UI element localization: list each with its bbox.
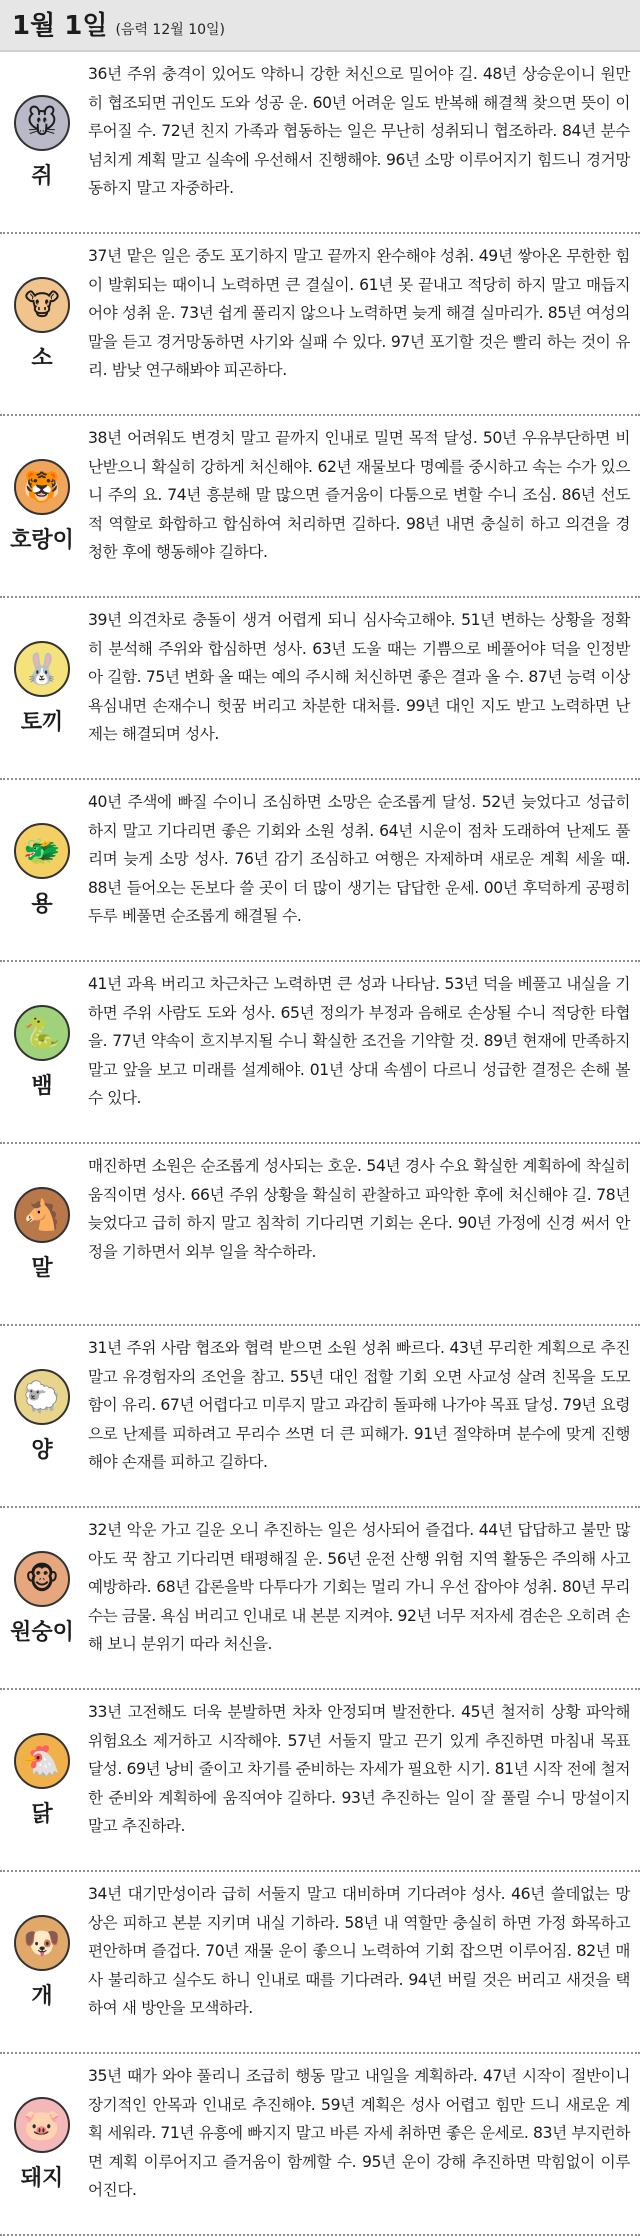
zodiac-name: 원숭이 <box>10 1620 74 1645</box>
pig-icon: 🐷 <box>14 2097 70 2153</box>
zodiac-row <box>0 52 640 234</box>
rooster-icon: 🐔 <box>14 1733 70 1789</box>
zodiac-row <box>0 1872 640 2054</box>
zodiac-animal <box>0 1508 84 1688</box>
dragon-icon: 🐲 <box>14 823 70 879</box>
fortune-text: 35년 때가 와야 풀리니 조급히 행동 말고 내일을 계획하라. 47년 시작이 절반이니 장기적인 안목과 인내로 추진해야. 59년 계획은 성사 어렵고 힘만 드니 새로운 계획 세워라. 71년 유흥에 빠지지 말고 바른 자세 취하면 좋은 운세로. 83년 부지런하면 계획 이루어지고 즐거움이 함께할 수. 95년 운이 강해 추진하면 막힘없이 이루어진다. <box>88 2067 630 2200</box>
zodiac-name: 말 <box>31 1256 53 1281</box>
fortune-text: 37년 맡은 일은 중도 포기하지 말고 끝까지 완수해야 성취. 49년 쌓아온 무한한 힘이 발휘되는 때이니 노력하면 큰 결실이. 61년 못 끝내고 적당히 하지 말고 매듭지어야 성취 운. 73년 쉽게 풀리지 않으나 노력하면 늦게 해결 실마리가. 85년 여성의 말을 듣고 경거망동하면 사기와 실패 수 있다. 97년 포기할 것은 빨리 하는 것이 유리. 밤낮 연구해봐야 피곤하다. <box>88 247 630 380</box>
zodiac-row <box>0 1508 640 1690</box>
fortune-text: 38년 어려워도 변경치 말고 끝까지 인내로 밀면 목적 달성. 50년 우유부단하면 비난받으니 확실히 강하게 처신해야. 62년 재물보다 명예를 중시하고 속는 수가 있으니 주의 요. 74년 흥분해 말 많으면 즐거움이 다툼으로 변할 수니 조심. 86년 선도적 역할로 화합하고 합심하여 처리하면 길하다. 98년 내면 충실히 하고 의견을 경청한 후에 행동해야 길하다. <box>88 429 630 562</box>
zodiac-name: 용 <box>31 892 53 917</box>
zodiac-animal <box>0 962 84 1142</box>
zodiac-animal <box>0 1872 84 2052</box>
zodiac-animal <box>0 598 84 778</box>
zodiac-name: 양 <box>31 1438 53 1463</box>
zodiac-name: 닭 <box>31 1802 53 1827</box>
ox-icon: 🐮 <box>14 277 70 333</box>
zodiac-name: 호랑이 <box>10 528 74 553</box>
zodiac-row <box>0 1326 640 1508</box>
horse-icon: 🐴 <box>14 1187 70 1243</box>
fortune-text: 32년 악운 가고 길운 오니 추진하는 일은 성사되어 즐겁다. 44년 답답하고 불만 많아도 꾹 참고 기다리면 태평해질 운. 56년 운전 산행 위험 지역 활동은 주의해 사고 예방하라. 68년 갑론을박 다투다가 기회는 멀리 가니 우선 잡아야 성취. 80년 무리수는 금물. 욕심 버리고 인내로 내 본분 지켜야. 92년 너무 저자세 겸손은 오히려 손해 보니 분위기 따라 처신을. <box>88 1521 630 1654</box>
fortune-text: 39년 의견차로 충돌이 생겨 어렵게 되니 심사숙고해야. 51년 변하는 상황을 정확히 분석해 주위와 합심하면 성사. 63년 도울 때는 기쁨으로 베풀어야 덕을 인정받아 길함. 75년 변화 올 때는 예의 주시해 처신하면 좋은 결과 올 수. 87년 능력 이상 욕심내면 손재수니 헛꿈 버리고 차분한 대처를. 99년 대인 지도 받고 노력하면 난제는 해결되며 성사. <box>88 611 630 744</box>
zodiac-row <box>0 2054 640 2236</box>
zodiac-animal <box>0 780 84 960</box>
zodiac-name: 개 <box>31 1984 53 2009</box>
zodiac-name: 소 <box>31 346 53 371</box>
zodiac-animal <box>0 1690 84 1870</box>
zodiac-row <box>0 780 640 962</box>
fortune-text: 33년 고전해도 더욱 분발하면 차차 안정되며 발전한다. 45년 철저히 상황 파악해 위험요소 제거하고 시작해야. 57년 서둘지 말고 끈기 있게 추진하면 마침내 목표 달성. 69년 낭비 줄이고 차기를 준비하는 자세가 필요한 시기. 81년 시작 전에 철저한 준비와 계획하에 움직여야 길하다. 93년 추진하는 일이 잘 풀릴 수니 망설이지 말고 추진하라. <box>88 1703 630 1836</box>
zodiac-row <box>0 416 640 598</box>
zodiac-name: 토끼 <box>20 710 64 735</box>
zodiac-row <box>0 962 640 1144</box>
zodiac-name: 쥐 <box>31 164 53 189</box>
zodiac-animal <box>0 234 84 414</box>
fortune-text: 31년 주위 사람 협조와 협력 받으면 소원 성취 빠르다. 43년 무리한 계획으로 추진 말고 유경험자의 조언을 참고. 55년 대인 접할 기회 오면 사교성 살려 친목을 도모함이 유리. 67년 어렵다고 미루지 말고 과감히 돌파해 나가야 목표 달성. 79년 요령으로 난제를 피하려고 무리수 쓰면 더 큰 피해가. 91년 절약하며 분수에 맞게 진행해야 손재를 피하고 길하다. <box>88 1339 630 1472</box>
rabbit-icon: 🐰 <box>14 641 70 697</box>
zodiac-name: 뱀 <box>31 1074 53 1099</box>
zodiac-row <box>0 1144 640 1326</box>
fortune-text: 매진하면 소원은 순조롭게 성사되는 호운. 54년 경사 수요 확실한 계획하에 착실히 움직이면 성사. 66년 주위 상황을 확실히 관찰하고 파악한 후에 처신해야 길. 78년 늦었다고 급히 하지 말고 침착히 기다리면 기회는 온다. 90년 가정에 신경 써서 안정을 기하면서 외부 일을 착수하라. <box>88 1157 630 1261</box>
zodiac-row <box>0 234 640 416</box>
zodiac-animal <box>0 1326 84 1506</box>
header <box>0 0 640 52</box>
fortune-text: 36년 주위 충격이 있어도 약하니 강한 처신으로 밀어야 길. 48년 상승운이니 원만히 협조되면 귀인도 도와 성공 운. 60년 어려운 일도 반복해 해결책 찾으면 뜻이 이루어질 수. 72년 친지 가족과 협동하는 일은 무난히 성취되니 협조하라. 84년 분수 넘치게 계획 말고 실속에 우선해서 진행해야. 96년 소망 이루어지기 힘드니 경거망동하지 말고 자중하라. <box>88 65 630 198</box>
snake-icon: 🐍 <box>14 1005 70 1061</box>
page-title: 1월 1일 <box>12 11 108 41</box>
monkey-icon: 🐵 <box>14 1551 70 1607</box>
zodiac-animal <box>0 416 84 596</box>
sheep-icon: 🐑 <box>14 1369 70 1425</box>
tiger-icon: 🐯 <box>14 459 70 515</box>
rat-icon: 🐭 <box>14 95 70 151</box>
fortune-text: 40년 주색에 빠질 수이니 조심하면 소망은 순조롭게 달성. 52년 늦었다고 성급히 하지 말고 기다리면 좋은 기회와 소원 성취. 64년 시운이 점차 도래하여 난제도 풀리며 늦게 소망 성사. 76년 감기 조심하고 여행은 자제하며 새로운 계획 세울 때. 88년 들어오는 돈보다 쓸 곳이 더 많이 생기는 답답한 운세. 00년 후덕하게 공평히 두루 베풀면 순조롭게 해결될 수. <box>88 793 630 926</box>
zodiac-row <box>0 1690 640 1872</box>
zodiac-row <box>0 598 640 780</box>
zodiac-animal <box>0 52 84 232</box>
fortune-text: 41년 과욕 버리고 차근차근 노력하면 큰 성과 나타남. 53년 덕을 베풀고 내실을 기하면 주위 사람도 도와 성사. 65년 정의가 부정과 음해로 손상될 수니 적당한 타협을. 77년 약속이 흐지부지될 수니 확실한 조건을 기약할 것. 89년 현재에 만족하지 말고 앞을 보고 미래를 설계해야. 01년 상대 속셈이 다르니 성급한 결정은 손해 볼 수 있다. <box>88 975 630 1108</box>
zodiac-list <box>0 52 640 2236</box>
zodiac-name: 돼지 <box>20 2166 64 2191</box>
zodiac-animal <box>0 1144 84 1324</box>
lunar-date: (음력 12월 10일) <box>115 22 226 38</box>
zodiac-animal <box>0 2054 84 2234</box>
fortune-text: 34년 대기만성이라 급히 서둘지 말고 대비하며 기다려야 성사. 46년 쓸데없는 망상은 피하고 본분 지키며 내실 기하라. 58년 내 역할만 충실히 하면 가정 화목하고 편안하며 즐겁다. 70년 재물 운이 좋으니 노력하여 기회 잡으면 이루어짐. 82년 매사 불리하고 실수도 하니 인내로 때를 기다려라. 94년 버릴 것은 버리고 새것을 택하여 새 방안을 모색하라. <box>88 1885 630 2018</box>
dog-icon: 🐶 <box>14 1915 70 1971</box>
